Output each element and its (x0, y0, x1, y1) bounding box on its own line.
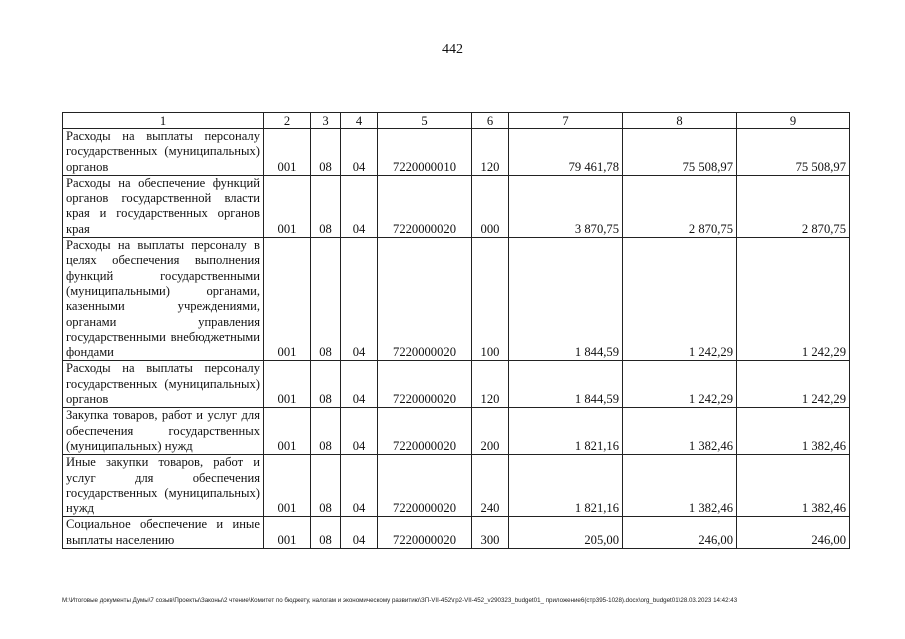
expense-name: Расходы на выплаты персоналу государственных (муниципальных) органов (63, 129, 264, 176)
expense-name: Социальное обеспечение и иные выплаты населению (63, 517, 264, 549)
code-cell: 001 (264, 517, 311, 549)
amount-cell: 1 382,46 (623, 455, 737, 517)
code-cell: 000 (472, 175, 509, 237)
code-cell: 300 (472, 517, 509, 549)
code-cell: 04 (341, 175, 378, 237)
code-cell: 7220000020 (378, 455, 472, 517)
table-row (63, 455, 850, 517)
code-cell: 04 (341, 517, 378, 549)
code-cell: 08 (311, 408, 341, 455)
column-header: 5 (378, 113, 472, 129)
code-cell: 001 (264, 129, 311, 176)
code-cell: 04 (341, 455, 378, 517)
code-cell: 001 (264, 455, 311, 517)
code-cell: 08 (311, 238, 341, 361)
expense-name: Расходы на выплаты персоналу в целях обеспечения выполнения функций государственными (муниципальными) органами, казенными учреждениями, органами управления государственными внебюджетными фондами (63, 238, 264, 361)
amount-cell: 1 242,29 (737, 361, 850, 408)
column-header: 9 (737, 113, 850, 129)
table-row (63, 408, 850, 455)
code-cell: 001 (264, 175, 311, 237)
expense-name: Закупка товаров, работ и услуг для обеспечения государственных (муниципальных) нужд (63, 408, 264, 455)
page-number: 442 (442, 42, 463, 57)
amount-cell: 1 382,46 (737, 455, 850, 517)
amount-cell: 205,00 (509, 517, 623, 549)
column-header: 6 (472, 113, 509, 129)
code-cell: 7220000020 (378, 517, 472, 549)
expense-name: Расходы на обеспечение функций органов государственной власти края и государственных органов края (63, 175, 264, 237)
column-header: 3 (311, 113, 341, 129)
budget-table (62, 112, 850, 549)
amount-cell: 246,00 (737, 517, 850, 549)
code-cell: 001 (264, 238, 311, 361)
amount-cell: 3 870,75 (509, 175, 623, 237)
table-row (63, 361, 850, 408)
code-cell: 7220000020 (378, 175, 472, 237)
amount-cell: 1 821,16 (509, 455, 623, 517)
amount-cell: 2 870,75 (623, 175, 737, 237)
column-header: 2 (264, 113, 311, 129)
amount-cell: 1 844,59 (509, 361, 623, 408)
code-cell: 7220000020 (378, 408, 472, 455)
expense-name: Расходы на выплаты персоналу государственных (муниципальных) органов (63, 361, 264, 408)
column-header: 8 (623, 113, 737, 129)
code-cell: 08 (311, 455, 341, 517)
amount-cell: 1 821,16 (509, 408, 623, 455)
amount-cell: 1 242,29 (623, 238, 737, 361)
code-cell: 7220000010 (378, 129, 472, 176)
code-cell: 240 (472, 455, 509, 517)
column-header: 4 (341, 113, 378, 129)
expense-name: Иные закупки товаров, работ и услуг для обеспечения государственных (муниципальных) нужд (63, 455, 264, 517)
amount-cell: 75 508,97 (623, 129, 737, 176)
code-cell: 08 (311, 175, 341, 237)
amount-cell: 1 382,46 (737, 408, 850, 455)
code-cell: 001 (264, 408, 311, 455)
code-cell: 04 (341, 238, 378, 361)
column-header: 1 (63, 113, 264, 129)
code-cell: 100 (472, 238, 509, 361)
amount-cell: 2 870,75 (737, 175, 850, 237)
code-cell: 08 (311, 517, 341, 549)
table-row (63, 517, 850, 549)
code-cell: 04 (341, 361, 378, 408)
code-cell: 001 (264, 361, 311, 408)
code-cell: 04 (341, 129, 378, 176)
amount-cell: 75 508,97 (737, 129, 850, 176)
code-cell: 04 (341, 408, 378, 455)
code-cell: 7220000020 (378, 238, 472, 361)
amount-cell: 79 461,78 (509, 129, 623, 176)
table-row (63, 238, 850, 361)
amount-cell: 1 844,59 (509, 238, 623, 361)
code-cell: 7220000020 (378, 361, 472, 408)
code-cell: 120 (472, 361, 509, 408)
amount-cell: 1 382,46 (623, 408, 737, 455)
code-cell: 120 (472, 129, 509, 176)
code-cell: 08 (311, 361, 341, 408)
amount-cell: 1 242,29 (737, 238, 850, 361)
table-header-row (63, 113, 850, 129)
amount-cell: 1 242,29 (623, 361, 737, 408)
code-cell: 08 (311, 129, 341, 176)
code-cell: 200 (472, 408, 509, 455)
amount-cell: 246,00 (623, 517, 737, 549)
table-row (63, 129, 850, 176)
document-path-footer: M:\Итоговые документы Думы\7 созыв\Проекты\Законы\2 чтение\Комитет по бюджету, налогам и экономическому развитию\ЗП-VII-452\гр2-VII-452_v290323_budget01_ приложение6(стр395-1028).docx\org_budget01\28.03.2023 14:42:43 (62, 597, 738, 604)
column-header: 7 (509, 113, 623, 129)
table-row (63, 175, 850, 237)
